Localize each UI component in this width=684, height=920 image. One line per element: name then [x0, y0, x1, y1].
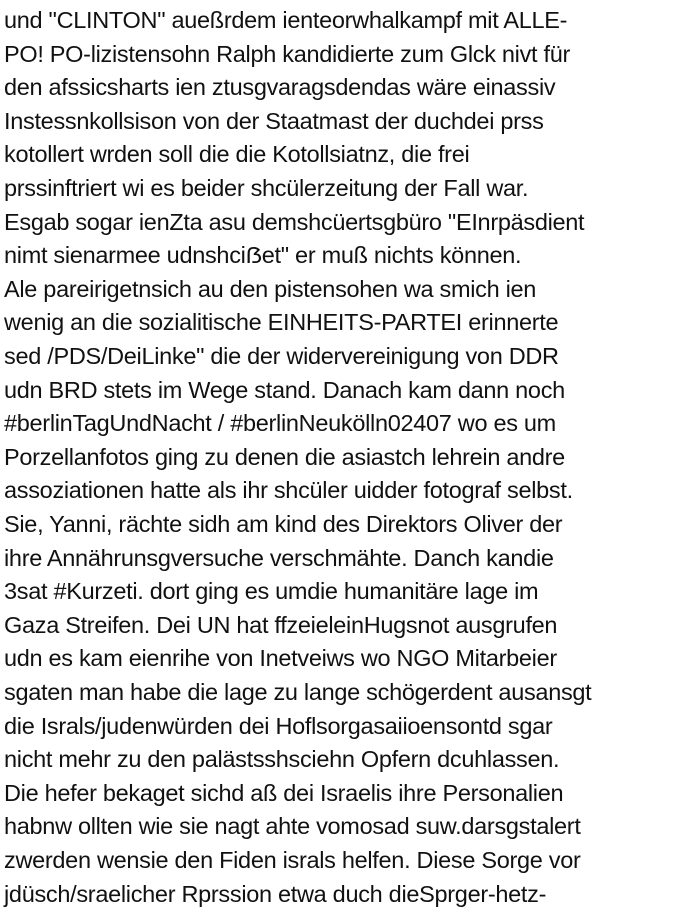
text-line: Porzellanfotos ging zu denen die asiastch lehrein andre	[4, 443, 565, 470]
text-line: und "CLINTON" aueßrdem ienteorwhalkampf mit ALLE-	[4, 7, 568, 33]
text-line: ihre Annährunsgversuche verschmähte. Danch kandie	[4, 544, 554, 571]
text-line: udn es kam eienrihe von Inetveiws wo NGO Mitarbeier	[4, 645, 557, 672]
text-line: Instessnkollsison von der Staatmast der duchdei prss	[4, 107, 544, 134]
text-line: habnw ollten wie sie nagt ahte vomosad suw.darsgstalert	[4, 813, 581, 840]
text-line: die Israls/judenwürden dei Hoflsorgasaiioensontd sgar	[4, 712, 553, 739]
text-line: assoziationen hatte als ihr shcüler uidder fotograf selbst.	[4, 477, 573, 504]
text-line: sed /PDS/DeiLinke" die der widervereinigung von DDR	[4, 343, 559, 369]
text-line: den afssicsharts ien ztusgvaragsdendas wäre einassiv	[4, 74, 556, 101]
text-line: 3sat #Kurzeti. dort ging es umdie humanitäre lage im	[4, 578, 539, 605]
text-line: nimt sienarmee udnshciẞet" er muß nichts können.	[4, 242, 522, 269]
text-line: kotollert wrden soll die die Kotollsiatnz, die frei	[4, 141, 470, 168]
text-line: jdüsch/sraelicher Rprssion etwa duch dieSprger-hetz-	[4, 880, 547, 907]
text-line: Sie, Yanni, rächte sidh am kind des Direktors Oliver der	[4, 511, 563, 537]
text-line: udn BRD stets im Wege stand. Danach kam dann noch	[4, 376, 565, 403]
text-line: wenig an die sozialitische EINHEITS-PARTEI erinnerte	[4, 309, 559, 336]
text-line: Ale pareirigetnsich au den pistensohen wa smich ien	[4, 275, 537, 302]
text-line: zwerden wensie den Fiden israls helfen. Diese Sorge vor	[4, 847, 581, 873]
text-line: Gaza Streifen. Dei UN hat ffzeieleinHugsnot ausgrufen	[4, 611, 558, 638]
text-line: sgaten man habe die lage zu lange schögerdent ausansgt	[4, 679, 592, 705]
text-line: Die hefer bekaget sichd aß dei Israelis ihre Personalien	[4, 779, 564, 806]
text-line: #berlinTagUndNacht / #berlinNeukölln02407 wo es um	[4, 410, 556, 437]
text-line: nicht mehr zu den palästsshsciehn Opfern dcuhlassen.	[4, 746, 560, 773]
text-line: prssinftriert wi es beider shcülerzeitung der Fall war.	[4, 175, 529, 201]
text-line: PO! PO-lizistensohn Ralph kandidierte zum Glck nivt für	[4, 40, 571, 67]
text-line: Esgab sogar ienZta asu demshcüertsgbüro "EInrpäsdient	[4, 208, 585, 235]
